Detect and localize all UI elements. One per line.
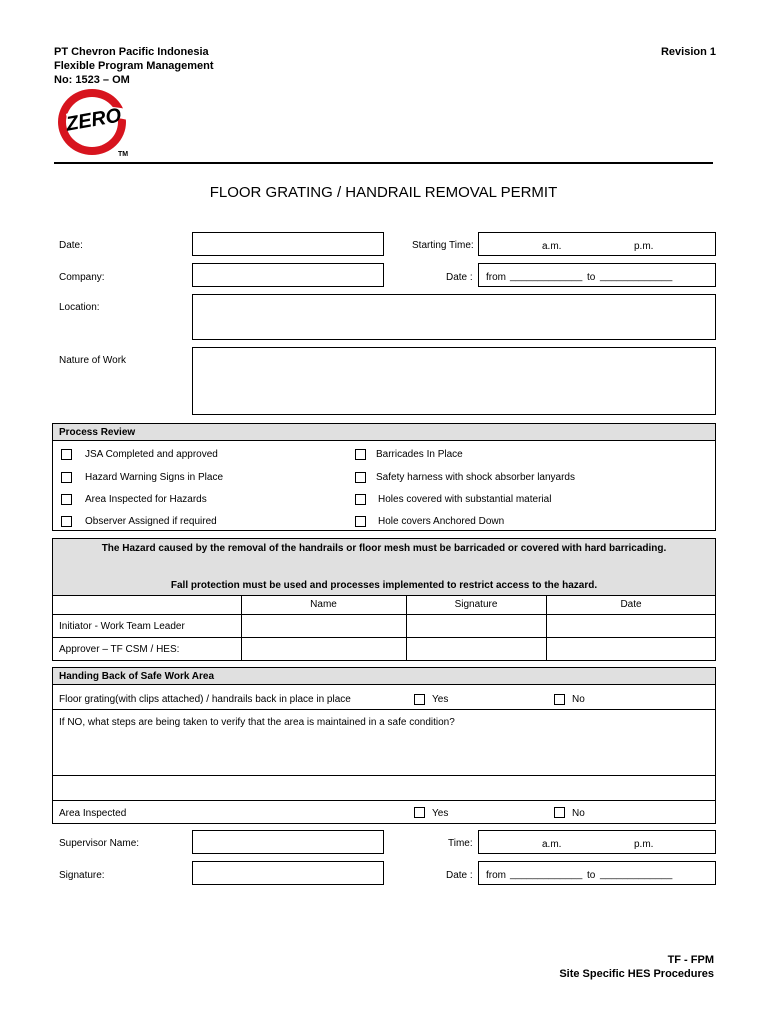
bottom-date-field[interactable]: [478, 861, 716, 885]
starting-time-field[interactable]: [478, 232, 716, 256]
logo-text: ZERO: [64, 104, 123, 136]
date-range-label: Date :: [446, 272, 473, 283]
signature-field[interactable]: [192, 861, 384, 885]
name-column-header: Name: [310, 599, 337, 610]
approver-signature-field[interactable]: [407, 638, 546, 660]
nature-of-work-field[interactable]: [192, 347, 716, 415]
divider: [52, 709, 716, 710]
signature-label: Signature:: [59, 870, 105, 881]
approver-name-field[interactable]: [242, 638, 406, 660]
holes-covered-checkbox[interactable]: [355, 494, 366, 505]
footer-code: TF - FPM: [667, 954, 714, 966]
location-field[interactable]: [192, 294, 716, 340]
holes-covered-label: Holes covered with substantial material: [378, 494, 552, 505]
to-label: to: [587, 272, 596, 283]
jsa-checkbox[interactable]: [61, 449, 72, 460]
from-blank: _____________: [510, 869, 583, 880]
area-inspected-no-checkbox[interactable]: [554, 807, 565, 818]
date-label: Date:: [59, 240, 83, 251]
if-no-question: If NO, what steps are being taken to verify that the area is maintained in a safe condition?: [59, 717, 455, 728]
revision-label: Revision 1: [660, 46, 716, 58]
company-label: Company:: [59, 272, 105, 283]
page-title: FLOOR GRATING / HANDRAIL REMOVAL PERMIT: [209, 184, 558, 201]
date-field[interactable]: [192, 232, 384, 256]
approver-date-field[interactable]: [547, 638, 715, 660]
starting-time-label: Starting Time:: [412, 240, 474, 251]
bottom-date-label: Date :: [446, 870, 473, 881]
header-divider: [54, 162, 713, 164]
floor-grating-no-checkbox[interactable]: [554, 694, 565, 705]
initiator-signature-field[interactable]: [407, 615, 546, 637]
jsa-label: JSA Completed and approved: [85, 449, 218, 460]
hole-covers-anchored-label: Hole covers Anchored Down: [378, 516, 505, 527]
supervisor-name-field[interactable]: [192, 830, 384, 854]
floor-grating-no-label: No: [572, 694, 585, 705]
observer-checkbox[interactable]: [61, 516, 72, 527]
from-label: from: [486, 272, 506, 283]
document-number: No: 1523 – OM: [54, 74, 130, 86]
barricades-checkbox[interactable]: [355, 449, 366, 460]
hazard-signs-label: Hazard Warning Signs in Place: [85, 472, 224, 483]
date-column-header: Date: [620, 599, 642, 610]
hazard-line-1: The Hazard caused by the removal of the handrails or floor mesh must be barricaded or covered with hard barricading.: [101, 543, 667, 554]
am-label: a.m.: [542, 839, 562, 850]
area-inspected-yes-label: Yes: [432, 808, 449, 819]
hole-covers-anchored-checkbox[interactable]: [355, 516, 366, 527]
floor-grating-label: Floor grating(with clips attached) / handrails back in place in place: [59, 694, 351, 705]
company-field[interactable]: [192, 263, 384, 287]
area-inspected-hazards-checkbox[interactable]: [61, 494, 72, 505]
barricades-label: Barricades In Place: [376, 449, 463, 460]
initiator-label: Initiator - Work Team Leader: [59, 621, 185, 632]
am-label: a.m.: [542, 241, 562, 252]
zero-logo: [52, 84, 138, 160]
supervisor-name-label: Supervisor Name:: [59, 838, 140, 849]
floor-grating-yes-label: Yes: [432, 694, 449, 705]
area-inspected-yes-checkbox[interactable]: [414, 807, 425, 818]
hazard-signs-checkbox[interactable]: [61, 472, 72, 483]
handing-back-heading: Handing Back of Safe Work Area: [53, 668, 715, 685]
floor-grating-yes-checkbox[interactable]: [414, 694, 425, 705]
time-field[interactable]: [478, 830, 716, 854]
area-inspected-no-label: No: [572, 808, 585, 819]
company-name: PT Chevron Pacific Indonesia: [54, 46, 209, 58]
footer-subtitle: Site Specific HES Procedures: [559, 968, 714, 980]
initiator-name-field[interactable]: [242, 615, 406, 637]
process-review-heading: Process Review: [53, 424, 715, 441]
logo-tm: TM: [118, 151, 129, 158]
observer-label: Observer Assigned if required: [85, 516, 217, 527]
nature-of-work-label: Nature of Work: [59, 355, 127, 366]
area-inspected-hazards-label: Area Inspected for Hazards: [85, 494, 207, 505]
program-name: Flexible Program Management: [54, 60, 214, 72]
area-inspected-label: Area Inspected: [59, 808, 127, 819]
location-label: Location:: [59, 302, 100, 313]
safety-harness-label: Safety harness with shock absorber lanyards: [376, 472, 575, 483]
divider: [52, 595, 716, 596]
if-no-answer-field[interactable]: [53, 731, 715, 775]
divider: [52, 775, 716, 776]
date-range-field[interactable]: [478, 263, 716, 287]
hazard-line-2: Fall protection must be used and processes implemented to restrict access to the hazard.: [170, 580, 598, 591]
safety-harness-checkbox[interactable]: [355, 472, 366, 483]
divider: [52, 800, 716, 801]
to-blank: _____________: [600, 869, 673, 880]
signature-column-header: Signature: [454, 599, 498, 610]
initiator-date-field[interactable]: [547, 615, 715, 637]
pm-label: p.m.: [634, 839, 654, 850]
to-label: to: [587, 870, 596, 881]
from-blank: _____________: [510, 271, 583, 282]
to-blank: _____________: [600, 271, 673, 282]
approver-label: Approver – TF CSM / HES:: [59, 644, 180, 655]
pm-label: p.m.: [634, 241, 654, 252]
from-label: from: [486, 870, 506, 881]
time-label: Time:: [448, 838, 473, 849]
